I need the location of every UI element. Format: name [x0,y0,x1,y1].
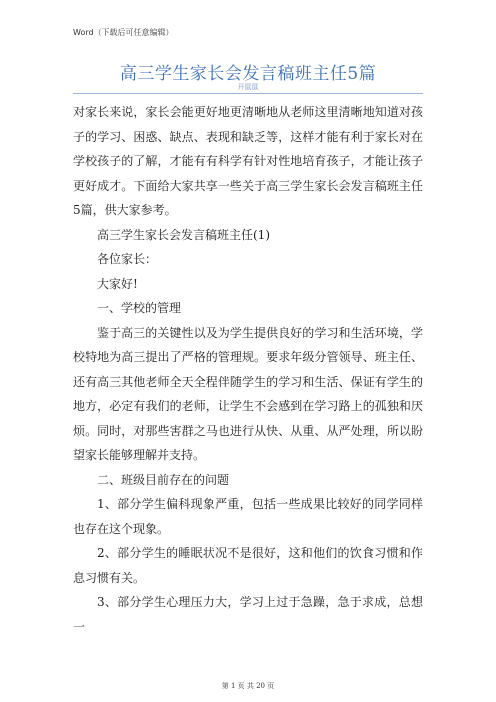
body-paragraph: 鉴于高三的关键性以及为学生提供良好的学习和生活环境，学校特地为高三提出了严格的管理规。要求年级分管领导、班主任、还有高三其他老师全天全程伴随学生的学习和生活、保证有学生的地方，必定有我们的老师，让学生不会感到在学习路上的孤独和厌烦。同时，对那些害群之马也进行从快、从重、从严处理，所以盼望家长能够理解并支持。 [73,325,423,462]
subheading-class-problems: 二、班级目前存在的问题 [97,472,230,487]
page-number: 第 1 页 共 20 页 [221,682,275,690]
document-title: 高三学生家长会发言稿班主任5篇 [119,64,377,84]
header-note: Word（下载后可任意编辑） [73,28,174,37]
greeting: 大家好! [97,276,138,291]
title-divider [73,93,423,94]
list-item: 2、部分学生的睡眠状况不是很好，这和他们的饮食习惯和作息习惯有关。 [73,546,423,585]
list-item: 1、部分学生偏科现象严重，包括一些成果比较好的同学同样也存在这个现象。 [73,497,423,536]
list-item: 3、部分学生心理压力大，学习上过于急躁，急于求成，总想一 [73,595,423,634]
subheading-school-management: 一、学校的管理 [97,301,182,315]
salutation: 各位家长： [97,252,158,266]
intro-paragraph: 对家长来说，家长会能更好地更清晰地从老师这里清晰地知道对孩子的学习、困惑、缺点、表现和缺乏等，这样才能有利于家长对在学校孩子的了解，才能有有科学有针对性地培育孩子，才能让孩子更好成才。下面给大家共享一些关于高三学生家长会发言稿班主任5篇，供大家参考。 [73,105,423,217]
document-body [73,100,423,639]
document-author: 开鼠鼠 [237,83,259,91]
section-heading: 高三学生家长会发言稿班主任(1) [97,227,270,242]
